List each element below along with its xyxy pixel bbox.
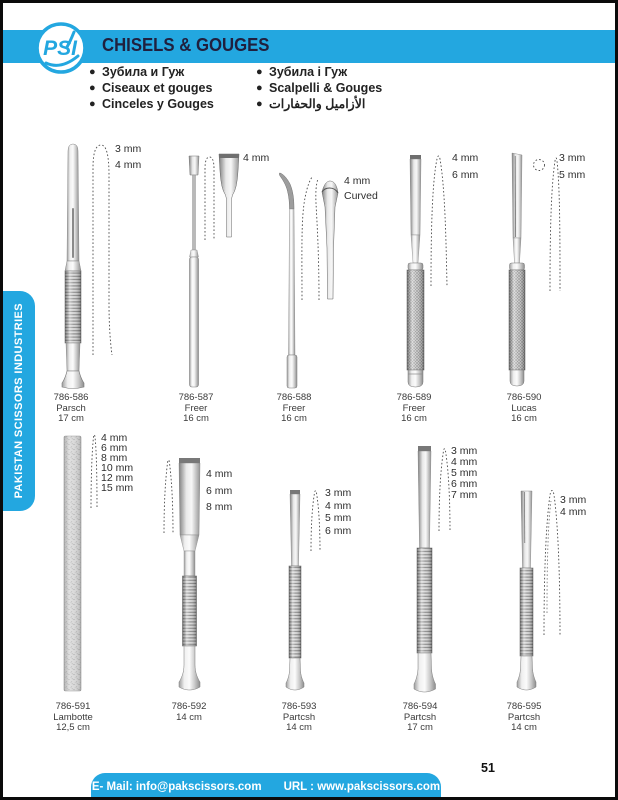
tip-sizes-786-595	[560, 494, 586, 518]
tip-size: 4 mm	[452, 152, 479, 164]
product-name: Freer	[282, 402, 306, 414]
tip-profile-outline	[311, 491, 320, 551]
tip-size: 3 mm	[451, 445, 478, 457]
product-label-786-594	[375, 702, 465, 734]
instrument-786-595	[517, 491, 560, 691]
bullet-icon: ●	[256, 66, 263, 78]
instrument-786-589	[407, 155, 447, 387]
tip-sizes-786-594	[451, 446, 477, 501]
tip-size: 3 mm	[559, 152, 586, 164]
tip-sizes-786-586	[115, 141, 141, 173]
translation-text: Зубила і Гуж	[269, 65, 348, 79]
product-name: Freer	[402, 402, 426, 414]
footer-bar	[91, 773, 441, 800]
tip-size: 8 mm	[206, 501, 233, 513]
product-size: 12,5 cm	[56, 722, 90, 734]
tip-size: 3 mm	[325, 487, 352, 499]
product-size: 16 cm	[183, 413, 209, 425]
tip-size: 4 mm	[206, 468, 233, 480]
product-name: Freer	[184, 402, 208, 414]
tip-sizes-786-589	[452, 150, 478, 184]
bullet-icon: ●	[89, 81, 96, 94]
product-code: 786-590	[506, 392, 542, 403]
product-name: Partcsh	[403, 711, 437, 723]
product-size: 16 cm	[511, 413, 537, 425]
tip-size: 4 mm	[560, 506, 587, 518]
product-label-786-592	[144, 702, 234, 723]
product-label-786-588	[249, 393, 339, 425]
product-name: Parsch	[56, 402, 86, 414]
instrument-786-593	[286, 490, 320, 690]
product-code: 786-586	[53, 392, 89, 403]
product-code: 786-589	[396, 392, 432, 403]
product-code: 786-587	[178, 392, 214, 403]
tip-size: Curved	[344, 190, 378, 202]
instrument-786-587	[189, 154, 239, 387]
page-number: 51	[481, 761, 495, 775]
tip-size: 4 mm	[101, 432, 128, 444]
product-name: Lucas	[511, 402, 537, 414]
tip-profile-outline	[544, 491, 560, 636]
product-code: 786-594	[402, 701, 438, 712]
tip-profile-outline	[439, 449, 450, 531]
product-label-786-587	[151, 393, 241, 425]
tip-size: 10 mm	[101, 462, 134, 474]
tip-size: 6 mm	[206, 484, 233, 497]
product-label-786-589	[369, 393, 459, 425]
tip-size: 6 mm	[452, 169, 479, 181]
tip-profile-outline	[431, 156, 447, 286]
tip-sizes-786-593	[325, 487, 351, 537]
product-size: 16 cm	[401, 413, 427, 425]
page-title: CHISELS & GOUGES	[102, 35, 270, 55]
tip-size: 5 mm	[325, 512, 352, 524]
product-label-786-586	[26, 393, 116, 425]
product-label-786-591	[28, 702, 118, 734]
footer-email: E- Mail: info@pakscissors.com	[91, 780, 262, 793]
tip-size: 15 mm	[101, 482, 134, 494]
psi-logo-text: PSI	[43, 37, 77, 60]
tip-sizes-786-592	[206, 466, 232, 516]
product-code: 786-593	[281, 701, 317, 712]
product-size: 14 cm	[286, 722, 312, 734]
sidebar-label: PAKISTAN SCISSORS INDUSTRIES	[13, 303, 25, 499]
footer-url: URL : www.pakscissors.com	[283, 780, 441, 793]
tip-size: 5 mm	[559, 169, 586, 181]
bullet-icon: ●	[89, 66, 96, 78]
tip-profile-outline	[164, 460, 173, 533]
translation-text: Ciseaux et gouges	[102, 80, 213, 95]
tip-size: 8 mm	[101, 452, 128, 464]
tip-profile-outline	[93, 145, 112, 355]
tip-sizes-786-590	[559, 150, 585, 184]
tip-size: 5 mm	[451, 467, 478, 479]
product-size: 14 cm	[176, 711, 202, 723]
translation-text: الأزاميل والحفارات	[269, 96, 366, 111]
instrument-786-592	[164, 458, 200, 690]
translation-text: Cinceles y Gouges	[102, 96, 214, 111]
translation-text: Scalpelli & Gouges	[269, 80, 383, 95]
bullet-icon: ●	[89, 97, 96, 110]
tip-size: 7 mm	[451, 489, 478, 501]
tip-size: 4 mm	[325, 499, 352, 512]
instrument-786-591	[64, 435, 97, 691]
tip-sizes-786-588	[344, 174, 378, 204]
tip-size: 12 mm	[101, 472, 134, 484]
translation-text: Зубила и Гуж	[102, 65, 185, 79]
tip-profile-outline	[91, 435, 97, 508]
product-size: 14 cm	[511, 722, 537, 734]
instrument-786-588	[279, 173, 338, 388]
tip-size: 4 mm	[451, 456, 478, 468]
product-label-786-595	[479, 702, 569, 734]
product-name: Partcsh	[282, 711, 316, 723]
product-name: Lambotte	[53, 711, 93, 723]
tip-size: 4 mm	[115, 159, 142, 171]
tip-profile-outline	[302, 176, 313, 300]
product-size: 16 cm	[281, 413, 307, 425]
product-code: 786-591	[55, 701, 91, 712]
product-code: 786-595	[506, 701, 542, 712]
instrument-786-586	[62, 144, 112, 389]
tip-size: 4 mm	[243, 152, 270, 164]
tip-size: 3 mm	[560, 494, 587, 506]
tip-profile-outline	[205, 157, 214, 240]
instrument-786-590	[509, 153, 560, 386]
tip-size: 6 mm	[101, 442, 128, 454]
tip-size: 6 mm	[451, 478, 478, 490]
bullet-icon: ●	[256, 81, 263, 94]
bullet-icon: ●	[256, 97, 263, 110]
instrument-786-594	[414, 446, 450, 692]
tip-size: 6 mm	[325, 524, 352, 537]
product-size: 17 cm	[407, 722, 433, 734]
tip-size: 3 mm	[115, 143, 142, 155]
product-code: 786-592	[171, 701, 207, 712]
tip-sizes-786-591	[101, 433, 133, 493]
product-code: 786-588	[276, 392, 312, 403]
product-label-786-593	[254, 702, 344, 734]
product-size: 17 cm	[58, 413, 84, 425]
product-label-786-590	[479, 393, 569, 425]
product-name: Partcsh	[507, 711, 541, 723]
tip-sizes-786-587	[243, 152, 269, 164]
gouge-cross-section-outline	[534, 160, 545, 171]
tip-size: 4 mm	[344, 175, 371, 187]
